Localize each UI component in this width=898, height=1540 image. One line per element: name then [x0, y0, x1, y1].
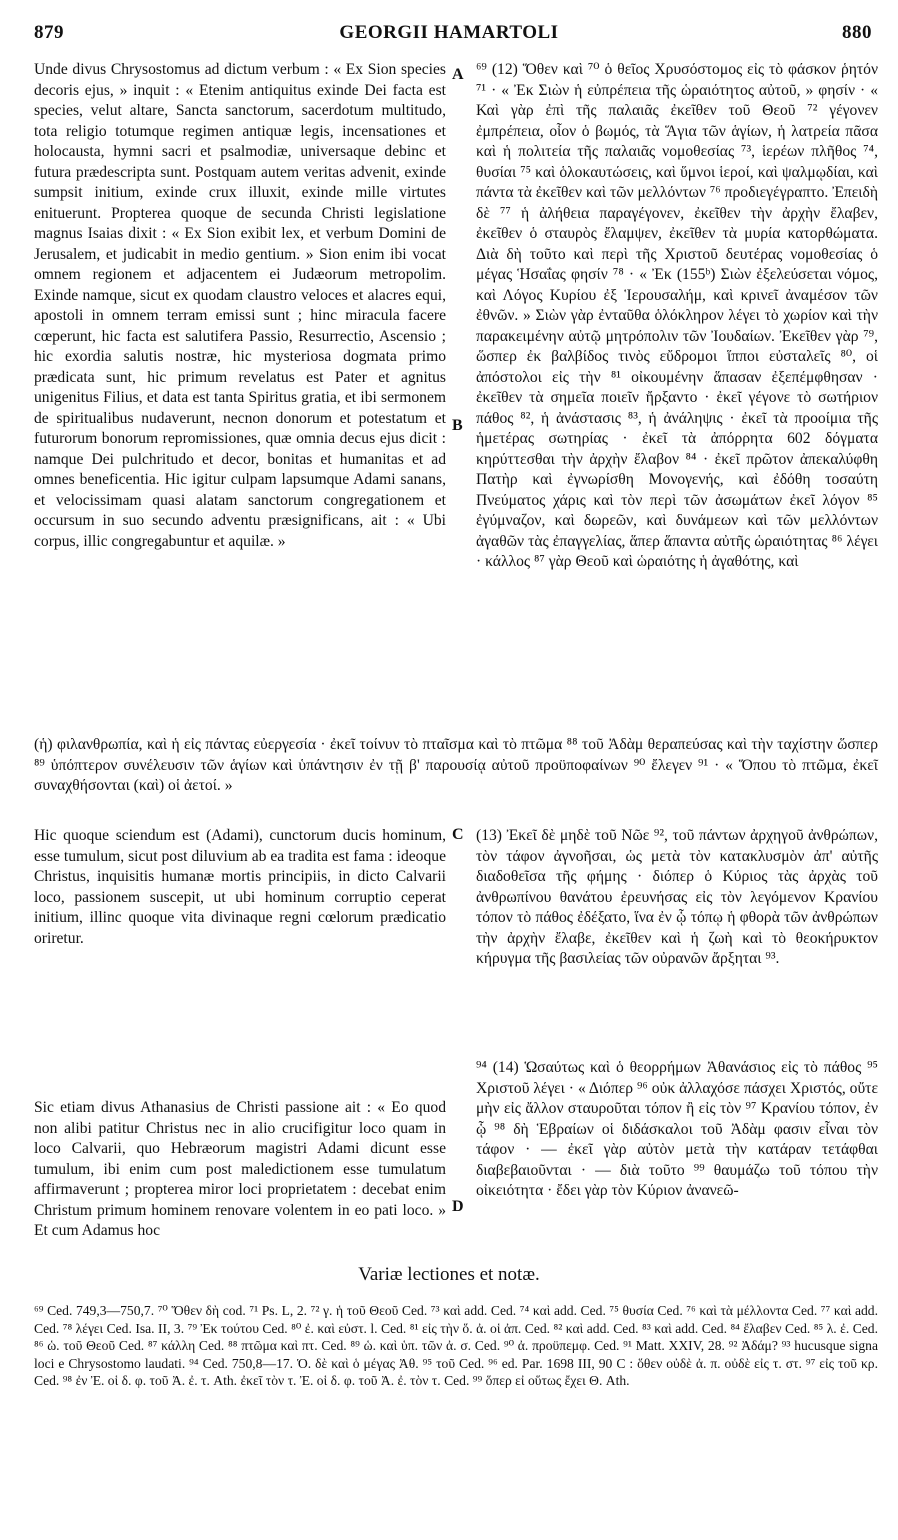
- greek-full-width-paragraph: (ἡ) φιλανθρωπία, καὶ ἡ εἰς πάντας εὐεργεσία · ἐκεῖ τοίνυν τὸ πταῖσμα καὶ τὸ πτῶμα ⁸⁸ τοῦ Ἀδὰμ θεραπεύσας καὶ τὴν ταχίστην ὥσπερ ⁸⁹ ὑπόπτερον συνέλευσιν τῶν ἁγίων καὶ ὑπάντησιν ἐν τῇ β' παρουσίᾳ αὐτοῦ προϋποφαίνων ⁹⁰ ἔλεγεν ⁹¹ · « Ὅπου τὸ πτῶμα, ἐκεῖ συναχθήσονται (καὶ) οἱ ἀετοί. »: [34, 736, 878, 794]
- greek-paragraph-section-14: ⁹⁴ (14) Ὡσαύτως καὶ ὁ θεορρήμων Ἀθανάσιος εἰς τὸ πάθος ⁹⁵ Χριστοῦ λέγει · « Διόπερ ⁹⁶ οὐκ ἀλλαχόσε πάσχει Χριστός, οὔτε μὴν εἰς ἄλλον σταυροῦται τόπον ἢ εἰς τὸν ⁹⁷ Κρανίου τόπον, ἐν ᾧ ⁹⁸ δὴ Ἑβραίων οἱ διδάσκαλοι τοῦ Ἀδὰμ φασιν εἶναι τὸν τάφον · — ἐκεῖ γὰρ αὐτὸν μετὰ τὴν κατάραν τετάφθαι διαβεβαιοῦνται · — διὰ τοῦτο ⁹⁹ θαυμάζω τοῦ τόπου τὴν οἰκειότητα · ἔδει γὰρ τὸν Κύριον ἀνανεῶ-: [476, 1059, 878, 1199]
- latin-column-top: [34, 60, 446, 552]
- greek-column-top: [476, 60, 878, 573]
- greek-paragraph: ⁶⁹ (12) Ὅθεν καὶ ⁷⁰ ὁ θεῖος Χρυσόστομος εἰς τὸ φάσκον ῥητόν ⁷¹ · « Ἐκ Σιὼν ἡ εὐπρέπεια τῆς ὡραιότητος αὐτοῦ, » φησίν · « Καὶ γὰρ ἐπὶ τῆς παλαιᾶς ἐκεῖθεν τοῦ Θεοῦ ⁷² γέγονεν ἐμπρέπεια, οἷον ὁ βωμός, τὰ Ἅγια τῶν ἁγίων, ἡ λατρεία πᾶσα καὶ ἡ πολιτεία τῆς παλαιᾶς νομοθεσίας ⁷³, ἱερέων πλῆθος ⁷⁴, θυσίαι ⁷⁵ καὶ ὁλοκαυτώσεις, καὶ ὕμνοι ἱεροί, καὶ ψαλμῳδίαι, καὶ πάντα τὰ ἐκεῖθεν καὶ τῶν μελλόντων ⁷⁶ προδιεγέγραπτο. Ἐπειδὴ δὲ ⁷⁷ ἡ ἀλήθεια παραγέγονεν, ἐκεῖθεν τὴν ἀρχὴν ἔλαβεν, ἐκεῖθεν ὁ σταυρὸς ἔλαμψεν, ἐκεῖθεν τὰ μυρία κατορθώματα. Διὰ δὴ τοῦτο καὶ περὶ τῆς Χριστοῦ δευτέρας νομοθεσίας ὁ μέγας Ἡσαΐας φησίν ⁷⁸ · « Ἐκ (155ᵇ) Σιὼν ἐξελεύσεται νόμος, καὶ Λόγος Κυρίου ἐξ Ἱερουσαλήμ, καὶ κρινεῖ ἀναμέσον τῶν ἐθνῶν. » Σιὼν γὰρ ἐνταῦθα ὁλόκληρον λέγει τὸ χωρίον καὶ τὴν παρακειμένην αὐτῷ μητρόπολιν τῶν Ἰουδαίων. Ἐκεῖθεν γὰρ ⁷⁹, ὥσπερ ἐκ βαλβίδος τινὸς εὔδρομοι ἵπποι εὐσταλεῖς ⁸⁰, οἱ ἀπόστολοι εἰς τὴν ⁸¹ οἰκουμένην ἅπασαν ἐξεπέμφθησαν · ἐκεῖθεν τὰ σημεῖα ποιεῖν ἤρξαντο · ἐκεῖ γέγονε τὸ σωτήριον πάθος ⁸², ἡ ἀνάστασις ⁸³, ἡ ἀνάληψις · ἐκεῖ τὰ προοίμια τῆς ἡμετέρας σωτηρίας · ἐκεῖ τὰ ἀπόρρητα 602 δόγματα κηρύττεσθαι τὴν ἀρχὴν ἔλαβον ⁸⁴ · ἐκεῖ πρῶτον ἀπεκαλύφθη Πατὴρ καὶ ἐγνωρίσθη Μονογενής, καὶ ἐδόθη τοσαύτη Πνεύματος χάρις καὶ τὸν περὶ τῶν ἀσωμάτων ἐκεῖ λόγον ⁸⁵ ἐγύμναζον, καὶ δωρεῶν, καὶ δυνάμεων καὶ τῶν μελλόντων ἀγαθῶν τὰς ἐπαγγελίας, ἅπερ ἅπαντα αὐτῆς ὡραιότητας ⁸⁶ λέγει · κάλλος ⁸⁷ γὰρ Θεοῦ καὶ ὡραιότης ἡ ἀγαθότης, καὶ: [476, 61, 878, 570]
- margin-letter-d: D: [452, 1198, 464, 1215]
- greek-paragraph-section-13: (13) Ἐκεῖ δὲ μηδὲ τοῦ Νῶε ⁹², τοῦ πάντων ἀρχηγοῦ ἀνθρώπων, τὸν τάφον ἀγνοῆσαι, ὡς μετὰ τὸν κατακλυσμὸν ἀπ' αὐτῆς διαδοθεῖσα τῆς φήμης · διόπερ ὁ Κύριος τὰς ἀρχὰς τοῦ ἀνθρωπίνου θανάτου ἐρευνήσας εἰς τὸν λεγόμενον Κρανίου τόπον τὸ πάθος ἐδέξατο, ἵνα ἐν ᾧ τόπῳ ἡ φθορὰ τῶν ἀνθρώπων τὴν ἀρχὴν ἔλαβε, ἐκεῖθεν καὶ ἡ ζωὴ καὶ τὸ θεοκήρυκτον κήρυγμα τῆς βασιλείας τῶν οὐρανῶν ἄρξηται ⁹³.: [476, 827, 878, 967]
- latin-paragraph-section-13: Hic quoque sciendum est (Adami), cunctorum ducis hominum, esse tumulum, sicut post diluvium ab ea tradita est fama : ideoque Christus, inquisitis humanæ mortis principiis, in dicto Calvarii loco, passionem suscepit, ut ubi hominum corruptio ceperat initium, illinc quoque vita divinaque regni cœlorum prædicatio oriretur.: [34, 827, 446, 947]
- left-page-number: 879: [34, 22, 64, 43]
- margin-letter-b: B: [452, 417, 463, 434]
- running-title: GEORGII HAMARTOLI: [339, 22, 559, 43]
- variant-readings-notes: ⁶⁹ Ced. 749,3—750,7. ⁷⁰ Ὅθεν δὴ cod. ⁷¹ Ps. L, 2. ⁷² γ. ἡ τοῦ Θεοῦ Ced. ⁷³ καὶ add. Ced. ⁷⁴ καὶ add. Ced. ⁷⁵ θυσία Ced. ⁷⁶ καὶ τὰ μέλλοντα Ced. ⁷⁷ καὶ add. Ced. ⁷⁸ λέγει Ced. Isa. II, 3. ⁷⁹ Ἐκ τούτου Ced. ⁸⁰ ἐ. καὶ εὐστ. l. Ced. ⁸¹ εἰς τὴν ὅ. ἀ. οἱ ἀπ. Ced. ⁸² καὶ add. Ced. ⁸³ καὶ add. Ced. ⁸⁴ ἔλαβεν Ced. ⁸⁵ λ. ἐ. Ced. ⁸⁶ ὡ. τοῦ Θεοῦ Ced. ⁸⁷ κάλλη Ced. ⁸⁸ πτῶμα καὶ πτ. Ced. ⁸⁹ ὡ. καὶ ὑπ. τῶν ἀ. σ. Ced. ⁹⁰ ἀ. προϋπεμφ. Ced. ⁹¹ Matt. XXIV, 28. ⁹² Ἀδάμ? ⁹³ hucusque signa loci e Chrysostomo laudati. ⁹⁴ Ced. 750,8—17. Ὁ. δὲ καὶ ὁ μέγας Ἀθ. ⁹⁵ τοῦ Ced. ⁹⁶ ed. Par. 1698 III, 90 C : ὅθεν οὐδὲ ἀ. π. οὐδὲ εἰς τ. στ. ⁹⁷ εἰς τοῦ κρ. Ced. ⁹⁸ ἐν Ἐ. οἱ δ. φ. τοῦ Ἀ. ἐ. τ. Ath. ἐκεῖ τὸν τ. Ἐ. οἱ δ. φ. τοῦ Ἀ. ἐ. τὸν τ. Ced. ⁹⁹ ὅπερ εἰ οὕτως ἔχει Θ. Ath.: [34, 1303, 878, 1388]
- margin-letter-a: A: [452, 66, 464, 83]
- notes-heading: Variæ lectiones et notæ.: [358, 1264, 540, 1285]
- margin-letter-c: C: [452, 826, 464, 843]
- latin-paragraph: Unde divus Chrysostomus ad dictum verbum : « Ex Sion species decoris ejus, » inquit : « Etenim antiquitus exinde Dei facta est species, velut altare, Sancta sanctorum, sacerdotum multitudo, tota religio totumque regimen antiquæ legis, incensationes et holocausta, hymni sacri et psalmodiæ, universaque debinc et futura prædescripta sunt. Postquam autem veritas advenit, exinde sumpsit initium, exinde crux illuxit, exinde mille virtutes enituerunt. Propterea quoque de secunda Christi legislatione magnus Isaias dixit : « Ex Sion exibit lex, et verbum Domini de Jerusalem, et judicabit in medio gentium. » Sion enim ibi vocat omnem regionem et adjacentem ei Judæorum metropolim. Exinde namque, sicut ex quodam claustro veloces et alacres equi, apostoli in omnem terram emissi sunt ; hinc miracula facere cœperunt, hic facta est salutifera Passio, Resurrectio, Ascensio ; hic exordia salutis nostræ, hic mysteriosa dogmata primo prædicata sunt, hic primum revelatus est Pater et agnitus unigenitus Filius, et data est tanta Spiritus gratia, et ibi sermonem de spiritualibus nudaverunt, necnon donorum et potestatum et futurorum bonorum repromissiones, quæ omnia decus ejus dicit : namque Dei pulchritudo et decor, bonitas et humanitas et ad omnes beneficentia. Hic igitur culpam lapsumque Adami sanans, et velocissimam quasi alatam sanctorum congregationem et occursum in suo secundo adventu præsignificans, ait : « Ubi corpus, illic congregabuntur et aquilæ. »: [34, 61, 446, 550]
- right-page-number: 880: [842, 22, 872, 43]
- latin-paragraph-athanasius: Sic etiam divus Athanasius de Christi passione ait : « Eo quod non alibi patitur Christus nec in alio crucifigitur loco quam in loco Calvarii, quo Hebræorum magistri Adami dicunt esse tumulum, ibi enim cum post maledictionem esse tumulatum affirmaverunt ; propterea miror loci proprietatem : decebat enim Christum primum hominem renovare volentem in eo pati loco. » Et cum Adamus hoc: [34, 1099, 446, 1239]
